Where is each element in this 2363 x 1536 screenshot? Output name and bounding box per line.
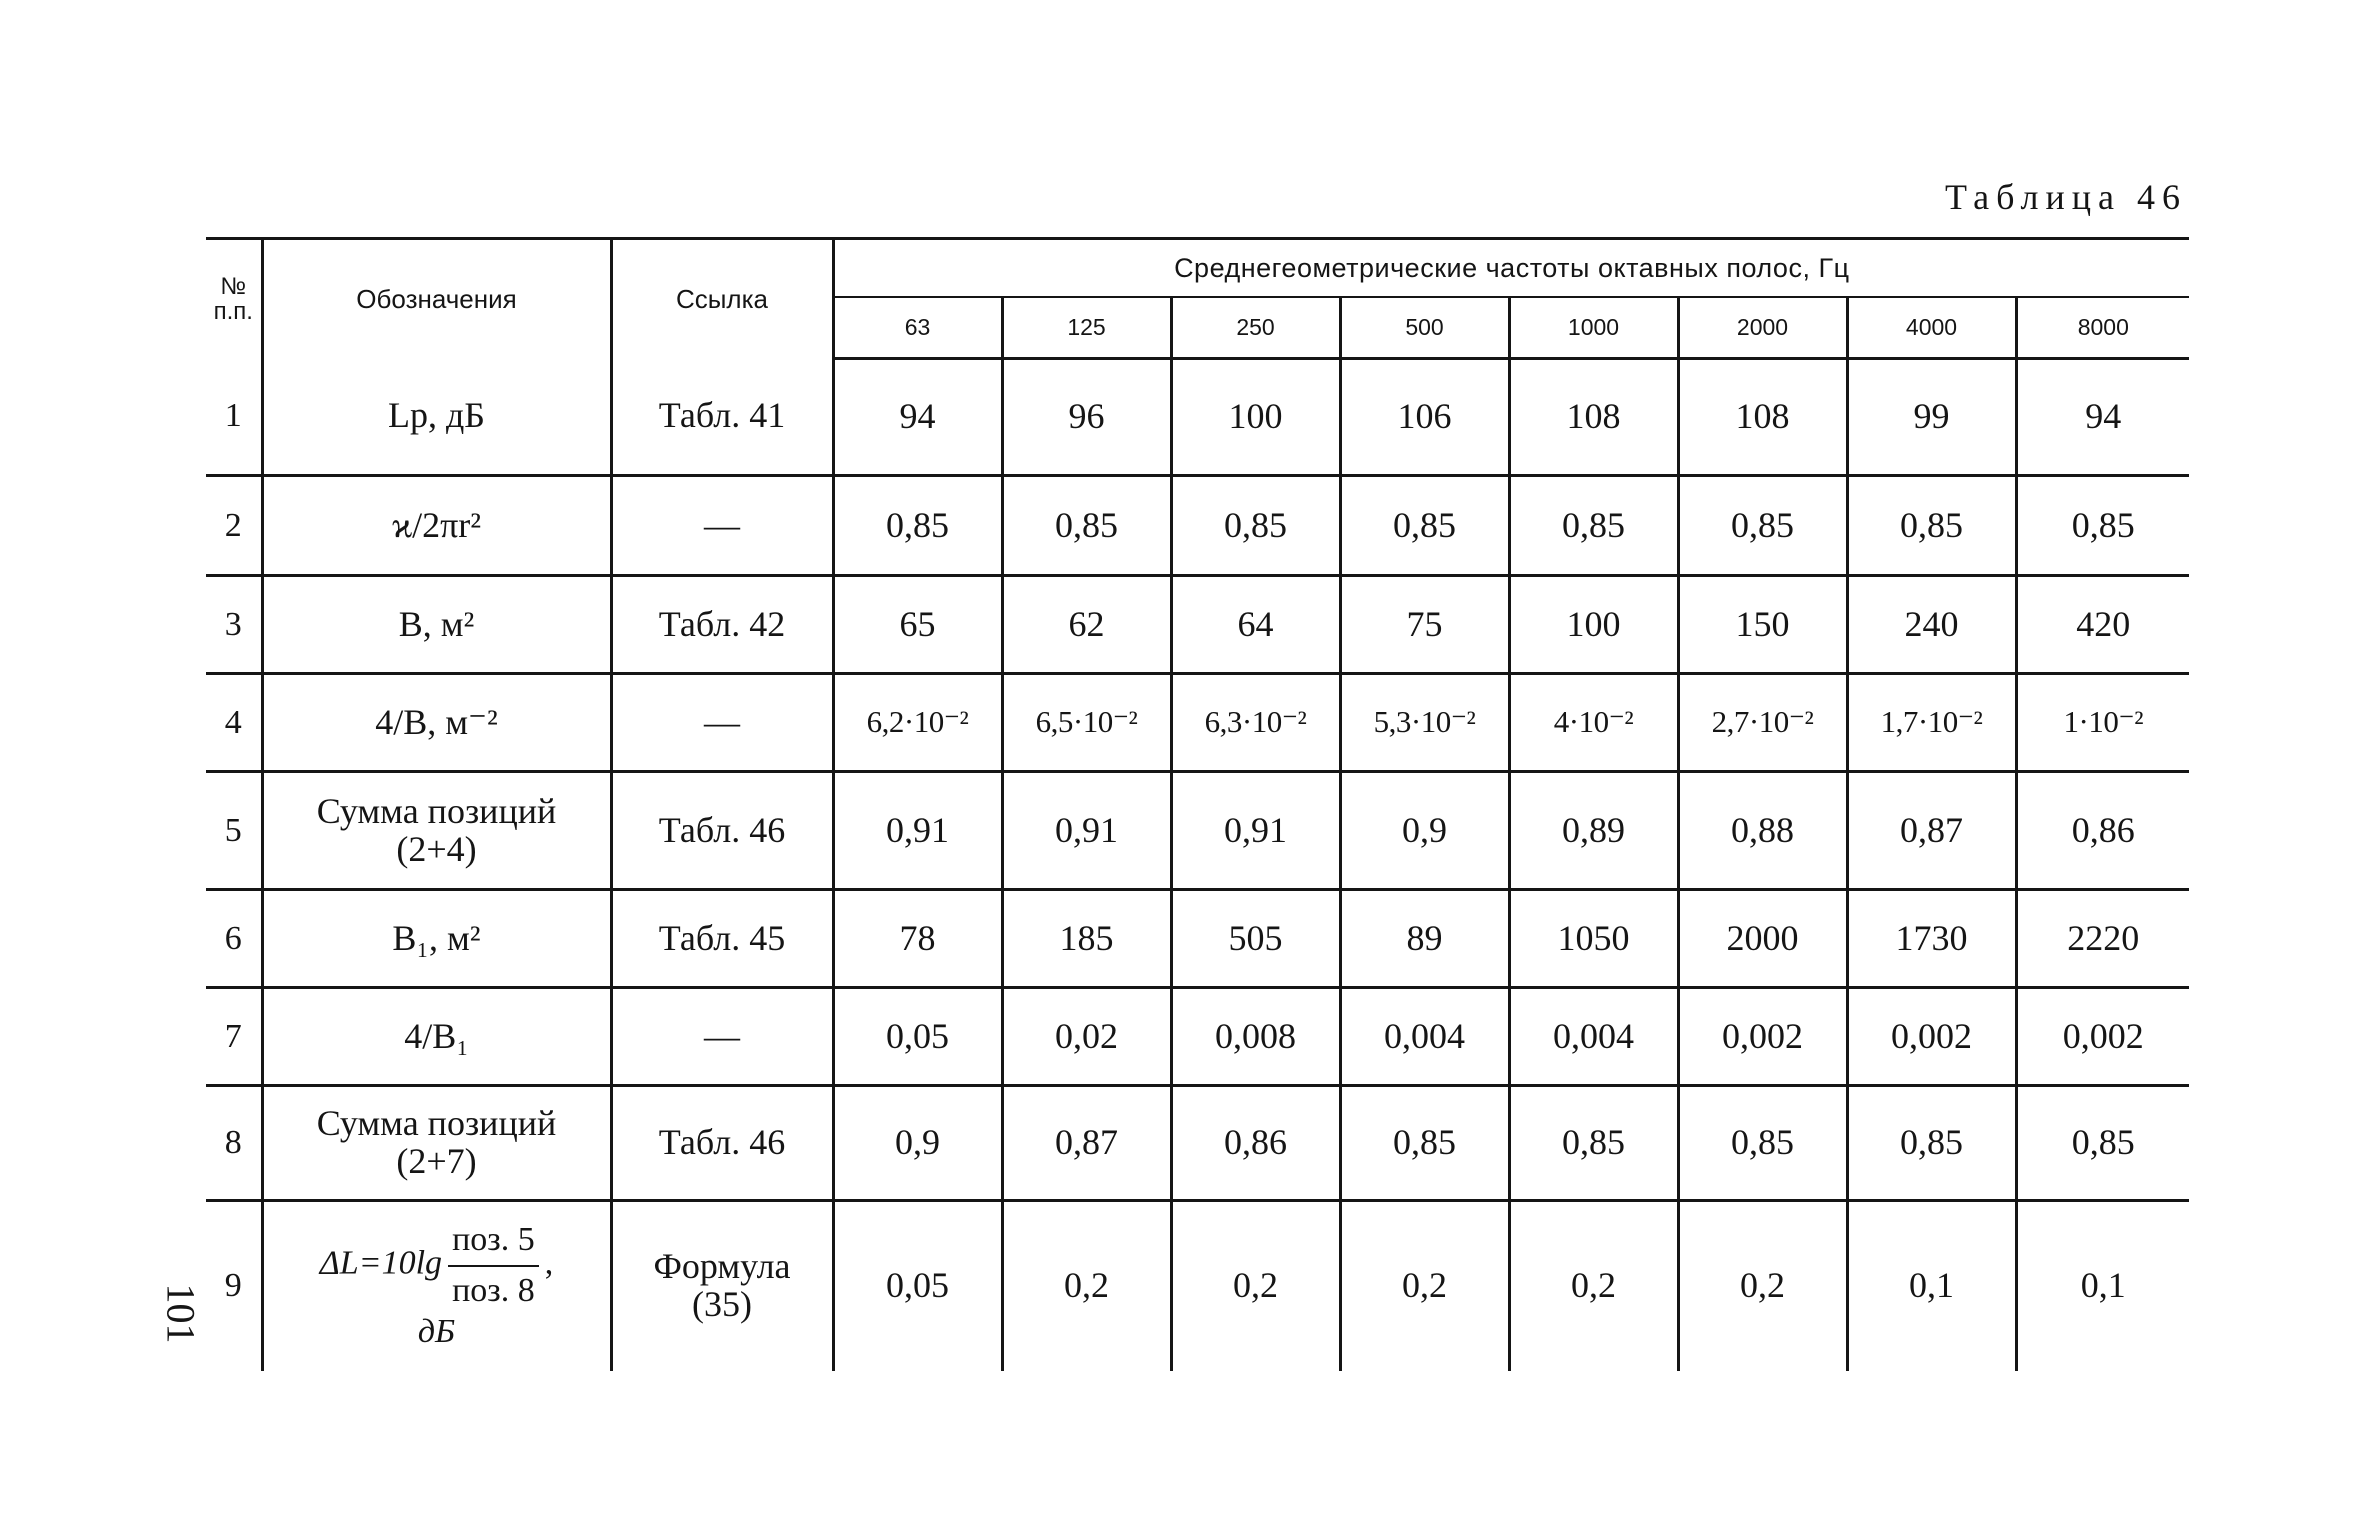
row-designation: 4/B₁ [262, 988, 611, 1086]
row-value: 0,85 [2016, 1086, 2189, 1201]
header-num: № п.п. [206, 239, 262, 359]
row-value: 0,85 [1171, 476, 1340, 576]
table-row [206, 890, 2189, 988]
row-reference: Табл. 46 [611, 772, 833, 890]
header-frequency: 63 [833, 297, 1002, 359]
row-value: 106 [1340, 359, 1509, 476]
header-frequency: 250 [1171, 297, 1340, 359]
row-value: 0,9 [833, 1086, 1002, 1201]
row-value: 0,85 [1847, 1086, 2016, 1201]
header-frequency: 4000 [1847, 297, 2016, 359]
row-value: 0,91 [1002, 772, 1171, 890]
row-designation: B, м² [262, 576, 611, 674]
row-value: 0,2 [1171, 1201, 1340, 1371]
row-value: 0,85 [1340, 1086, 1509, 1201]
row-reference: — [611, 988, 833, 1086]
row-value: 78 [833, 890, 1002, 988]
row-value: 0,85 [1509, 1086, 1678, 1201]
row-number: 7 [206, 988, 262, 1086]
formula-unit: дБ [417, 1312, 456, 1350]
row-number: 1 [206, 359, 262, 476]
row-value: 1050 [1509, 890, 1678, 988]
row-value: 99 [1847, 359, 2016, 476]
header-reference: Ссылка [611, 239, 833, 359]
row-value: 100 [1509, 576, 1678, 674]
row-value: 0,85 [2016, 476, 2189, 576]
table-row [206, 1201, 2189, 1371]
formula-denominator: поз. 8 [452, 1271, 535, 1309]
row-value: 0,91 [1171, 772, 1340, 890]
row-value: 89 [1340, 890, 1509, 988]
row-value: 150 [1678, 576, 1847, 674]
row-reference: Табл. 45 [611, 890, 833, 988]
reference-line: (35) [692, 1284, 752, 1325]
row-reference: Табл. 42 [611, 576, 833, 674]
row-value: 0,88 [1678, 772, 1847, 890]
header-frequency: 1000 [1509, 297, 1678, 359]
row-number: 3 [206, 576, 262, 674]
row-value: 0,004 [1340, 988, 1509, 1086]
row-value: 0,2 [1340, 1201, 1509, 1371]
table-row [206, 576, 2189, 674]
row-designation [262, 772, 611, 890]
formula-numerator: поз. 5 [448, 1220, 539, 1267]
row-value: 0,91 [833, 772, 1002, 890]
row-value: 64 [1171, 576, 1340, 674]
row-value: 0,02 [1002, 988, 1171, 1086]
row-number: 8 [206, 1086, 262, 1201]
row-number: 6 [206, 890, 262, 988]
row-value: 6,5·10⁻² [1002, 674, 1171, 772]
row-value: 0,002 [1847, 988, 2016, 1086]
row-reference: — [611, 476, 833, 576]
row-value: 94 [833, 359, 1002, 476]
row-value: 0,9 [1340, 772, 1509, 890]
row-value: 0,87 [1002, 1086, 1171, 1201]
row-number: 2 [206, 476, 262, 576]
row-value: 0,002 [2016, 988, 2189, 1086]
row-value: 75 [1340, 576, 1509, 674]
row-value: 4·10⁻² [1509, 674, 1678, 772]
row-value: 420 [2016, 576, 2189, 674]
row-value: 0,85 [1509, 476, 1678, 576]
row-value: 94 [2016, 359, 2189, 476]
row-value: 6,2·10⁻² [833, 674, 1002, 772]
formula [264, 1220, 610, 1352]
header-designation: Обозначения [262, 239, 611, 359]
table-row [206, 476, 2189, 576]
reference-line: Формула [653, 1246, 791, 1287]
row-reference: — [611, 674, 833, 772]
row-value: 96 [1002, 359, 1171, 476]
row-value: 0,89 [1509, 772, 1678, 890]
row-value: 108 [1509, 359, 1678, 476]
row-value: 1·10⁻² [2016, 674, 2189, 772]
header-frequency: 125 [1002, 297, 1171, 359]
row-value: 240 [1847, 576, 2016, 674]
formula-fraction [448, 1220, 539, 1312]
row-designation: 4/B, м⁻² [262, 674, 611, 772]
row-designation: B₁, м² [262, 890, 611, 988]
designation-line: (2+4) [396, 828, 477, 869]
row-designation: ϰ/2πr² [262, 476, 611, 576]
header-frequency: 2000 [1678, 297, 1847, 359]
row-value: 2,7·10⁻² [1678, 674, 1847, 772]
row-designation-formula [262, 1201, 611, 1371]
row-value: 0,05 [833, 1201, 1002, 1371]
row-value: 185 [1002, 890, 1171, 988]
row-value: 2220 [2016, 890, 2189, 988]
data-table [206, 237, 2189, 1371]
row-value: 0,004 [1509, 988, 1678, 1086]
header-frequency: 8000 [2016, 297, 2189, 359]
row-value: 0,002 [1678, 988, 1847, 1086]
header-row [206, 239, 2189, 298]
row-value: 2000 [1678, 890, 1847, 988]
row-value: 1,7·10⁻² [1847, 674, 2016, 772]
row-value: 0,1 [1847, 1201, 2016, 1371]
table-row [206, 359, 2189, 476]
row-number: 5 [206, 772, 262, 890]
table-row [206, 772, 2189, 890]
row-value: 0,86 [1171, 1086, 1340, 1201]
page-number: 101 [158, 1283, 204, 1344]
row-value: 0,85 [1002, 476, 1171, 576]
designation-line: (2+7) [396, 1141, 477, 1181]
row-value: 6,3·10⁻² [1171, 674, 1340, 772]
row-value: 0,2 [1002, 1201, 1171, 1371]
row-reference: Табл. 46 [611, 1086, 833, 1201]
row-value: 5,3·10⁻² [1340, 674, 1509, 772]
header-frequency-group: Среднегеометрические частоты октавных полос, Гц [833, 239, 2189, 298]
row-value: 1730 [1847, 890, 2016, 988]
designation-line: Сумма позиций [316, 790, 557, 831]
row-value: 0,87 [1847, 772, 2016, 890]
row-value: 0,2 [1509, 1201, 1678, 1371]
row-value: 0,85 [1340, 476, 1509, 576]
row-value: 100 [1171, 359, 1340, 476]
row-number: 9 [224, 1267, 242, 1305]
row-value: 505 [1171, 890, 1340, 988]
row-value: 0,85 [833, 476, 1002, 576]
row-value: 0,008 [1171, 988, 1340, 1086]
row-value: 0,2 [1678, 1201, 1847, 1371]
row-value: 108 [1678, 359, 1847, 476]
row-reference: Табл. 41 [611, 359, 833, 476]
row-value: 65 [833, 576, 1002, 674]
formula-lhs: ΔL=10lg [319, 1244, 443, 1282]
row-value: 0,85 [1847, 476, 2016, 576]
designation-line: Сумма позиций [316, 1103, 557, 1144]
row-value: 62 [1002, 576, 1171, 674]
row-value: 0,85 [1678, 476, 1847, 576]
row-value: 0,85 [1678, 1086, 1847, 1201]
formula-comma: , [544, 1244, 554, 1282]
row-value: 0,86 [2016, 772, 2189, 890]
table-row [206, 988, 2189, 1086]
row-reference [611, 1201, 833, 1371]
header-frequency: 500 [1340, 297, 1509, 359]
table-row [206, 1086, 2189, 1201]
table-title: Таблица 46 [1945, 177, 2187, 217]
row-value: 0,1 [2016, 1201, 2189, 1371]
row-number: 4 [206, 674, 262, 772]
row-designation: Lp, дБ [262, 359, 611, 476]
row-value: 0,05 [833, 988, 1002, 1086]
row-designation [262, 1086, 611, 1201]
table-row [206, 674, 2189, 772]
